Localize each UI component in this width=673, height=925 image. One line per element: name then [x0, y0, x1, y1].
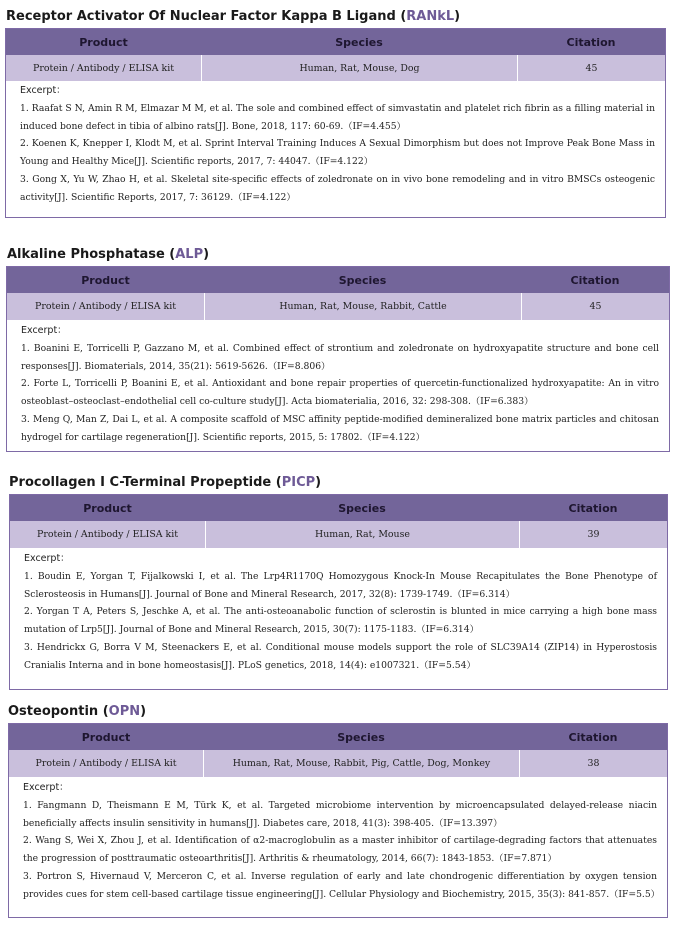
section-title-close: )	[203, 247, 210, 262]
cell-product: Protein / Antibody / ELISA kit	[33, 62, 174, 74]
header-citation: Citation	[570, 273, 620, 287]
table-header	[6, 29, 665, 55]
section-box-rankl	[5, 28, 666, 218]
header-citation: Citation	[566, 35, 616, 49]
section-abbr: PICP	[281, 475, 316, 490]
cell-species: Human, Rat, Mouse, Rabbit, Cattle	[204, 293, 521, 320]
section-abbr: OPN	[108, 704, 141, 719]
excerpt-block	[20, 82, 655, 207]
section-abbr: ALP	[175, 247, 204, 262]
section-title-rankl	[6, 9, 460, 24]
reference-item: 2. Wang S, Wei X, Zhou J, et al. Identification of α2-macroglobulin as a master inhibitor of cartilage-degrading factors that attenuates the progression of posttraumatic osteoarthritis[J]. Arthritis & rheumatology, 2014, 66(7): 1843-1853.（IF=7.871）	[23, 835, 657, 865]
reference-item: 3. Hendrickx G, Borra V M, Steenackers E, et al. Conditional mouse models support the role of SLC39A14 (ZIP14) in Hyperostosis Cranialis Interna and in bone homeostasis[J]. PLoS genetics, 2018, 14(4): e1007321.（IF=5.54）	[24, 641, 657, 671]
header-product: Product	[83, 501, 132, 515]
header-species: Species	[335, 35, 383, 49]
table-row	[7, 293, 669, 320]
reference-item: 3. Gong X, Yu W, Zhao H, et al. Skeletal site-specific effects of zoledronate on in vivo bone remodeling and in vitro BMSCs osteogenic activity[J]. Scientific Reports, 2017, 7: 36129.（IF=4.122）	[20, 173, 655, 203]
section-title-close: )	[454, 9, 461, 24]
excerpt-block	[23, 779, 660, 904]
reference-item: 1. Raafat S N, Amin R M, Elmazar M M, et al. The sole and combined effect of simvastatin and platelet rich fibrin as a filling material in induced bone defect in tibia of albino rats[J]. Bone, 2018, 117: 60-69.（IF=4.455）	[20, 102, 655, 132]
cell-citation: 38	[519, 750, 667, 777]
header-citation: Citation	[568, 501, 618, 515]
header-product: Product	[79, 35, 128, 49]
reference-item: 1. Boanini E, Torricelli P, Gazzano M, et al. Combined effect of strontium and zoledronate on hydroxyapatite structure and bone cell responses[J]. Biomaterials, 2014, 35(21): 5619-5626.（IF=8.806）	[21, 342, 659, 372]
header-product: Product	[81, 730, 131, 744]
excerpt-label: Excerpt：	[20, 85, 66, 96]
header-species: Species	[337, 730, 385, 744]
section-box-opn	[8, 723, 668, 918]
section-title-text: Receptor Activator Of Nuclear Factor Kappa B Ligand (	[6, 9, 407, 24]
reference-item: 2. Yorgan T A, Peters S, Jeschke A, et al. The anti-osteoanabolic function of sclerostin is blunted in mice carrying a high bone mass mutation of Lrp5[J]. Journal of Bone and Mineral Research, 2015, 30(7): 1175-1183.（IF=6.314）	[24, 606, 657, 636]
table-row	[9, 750, 667, 777]
cell-product: Protein / Antibody / ELISA kit	[37, 529, 178, 540]
reference-item: 2. Forte L, Torricelli P, Boanini E, et al. Antioxidant and bone repair properties of quercetin-functionalized hydroxyapatite: An in vitro osteoblast–osteoclast–endothelial cell co-culture study[J]. Acta biomaterialia, 2016, 32: 298-308.（IF=6.383）	[21, 378, 659, 408]
section-title-alp	[7, 247, 209, 262]
excerpt-label: Excerpt：	[21, 325, 67, 336]
reference-item: 3. Meng Q, Man Z, Dai L, et al. A composite scaffold of MSC affinity peptide-modified demineralized bone matrix particles and chitosan hydrogel for cartilage regeneration[J]. Scientific reports, 2015, 5: 17802.（IF=4.122）	[21, 413, 659, 443]
section-title-text: Osteopontin (	[8, 704, 109, 719]
cell-product: Protein / Antibody / ELISA kit	[35, 301, 176, 312]
section-box-picp	[9, 494, 668, 690]
section-title-text: Alkaline Phosphatase (	[7, 247, 176, 262]
cell-citation: 45	[521, 293, 669, 320]
reference-item: 1. Boudin E, Yorgan T, Fijalkowski I, et al. The Lrp4R1170Q Homozygous Knock-In Mouse Recapitulates the Bone Phenotype of Sclerosteosis in Humans[J]. Journal of Bone and Mineral Research, 2017, 32(8): 1739-1749.（IF=6.314）	[24, 570, 657, 600]
excerpt-block	[21, 322, 659, 447]
reference-item: 1. Fangmann D, Theismann E M, Türk K, et al. Targeted microbiome intervention by microencapsulated delayed-release niacin beneficially affects insulin sensitivity in humans[J]. Diabetes care, 2018, 41(3): 398-405.（IF=13.397）	[23, 799, 657, 829]
cell-species: Human, Rat, Mouse	[205, 521, 519, 548]
header-species: Species	[338, 501, 386, 515]
table-row	[6, 55, 665, 81]
section-abbr: RANkL	[406, 9, 455, 24]
excerpt-block	[24, 550, 657, 675]
table-header	[9, 724, 667, 750]
cell-species: Human, Rat, Mouse, Rabbit, Pig, Cattle, Dog, Monkey	[203, 750, 519, 777]
reference-item: 3. Portron S, Hivernaud V, Merceron C, et al. Inverse regulation of early and late chondrogenic differentiation by oxygen tension provides cues for stem cell-based cartilage tissue engineering[J]. Cellular Physiology and Biochemistry, 2015, 35(3): 841-857.（IF=5.5）	[23, 870, 660, 900]
excerpt-label: Excerpt：	[24, 553, 70, 564]
cell-citation: 45	[517, 55, 665, 81]
cell-citation: 39	[519, 521, 667, 548]
header-product: Product	[81, 273, 130, 287]
table-header	[7, 267, 669, 293]
excerpt-label: Excerpt：	[23, 782, 69, 793]
cell-species: Human, Rat, Mouse, Dog	[201, 55, 517, 81]
header-species: Species	[338, 273, 387, 287]
cell-product: Protein / Antibody / ELISA kit	[35, 758, 177, 769]
section-title-text: Procollagen I C-Terminal Propeptide (	[9, 475, 282, 490]
section-title-picp	[9, 475, 321, 490]
table-row	[10, 521, 667, 548]
section-title-opn	[8, 704, 146, 719]
section-title-close: )	[140, 704, 147, 719]
header-citation: Citation	[568, 730, 618, 744]
section-title-close: )	[315, 475, 322, 490]
section-box-alp	[6, 266, 670, 452]
table-header	[10, 495, 667, 521]
reference-item: 2. Koenen K, Knepper I, Klodt M, et al. Sprint Interval Training Induces A Sexual Dimorphism but does not Improve Peak Bone Mass in Young and Healthy Mice[J]. Scientific reports, 2017, 7: 44047.（IF=4.122）	[20, 138, 655, 168]
